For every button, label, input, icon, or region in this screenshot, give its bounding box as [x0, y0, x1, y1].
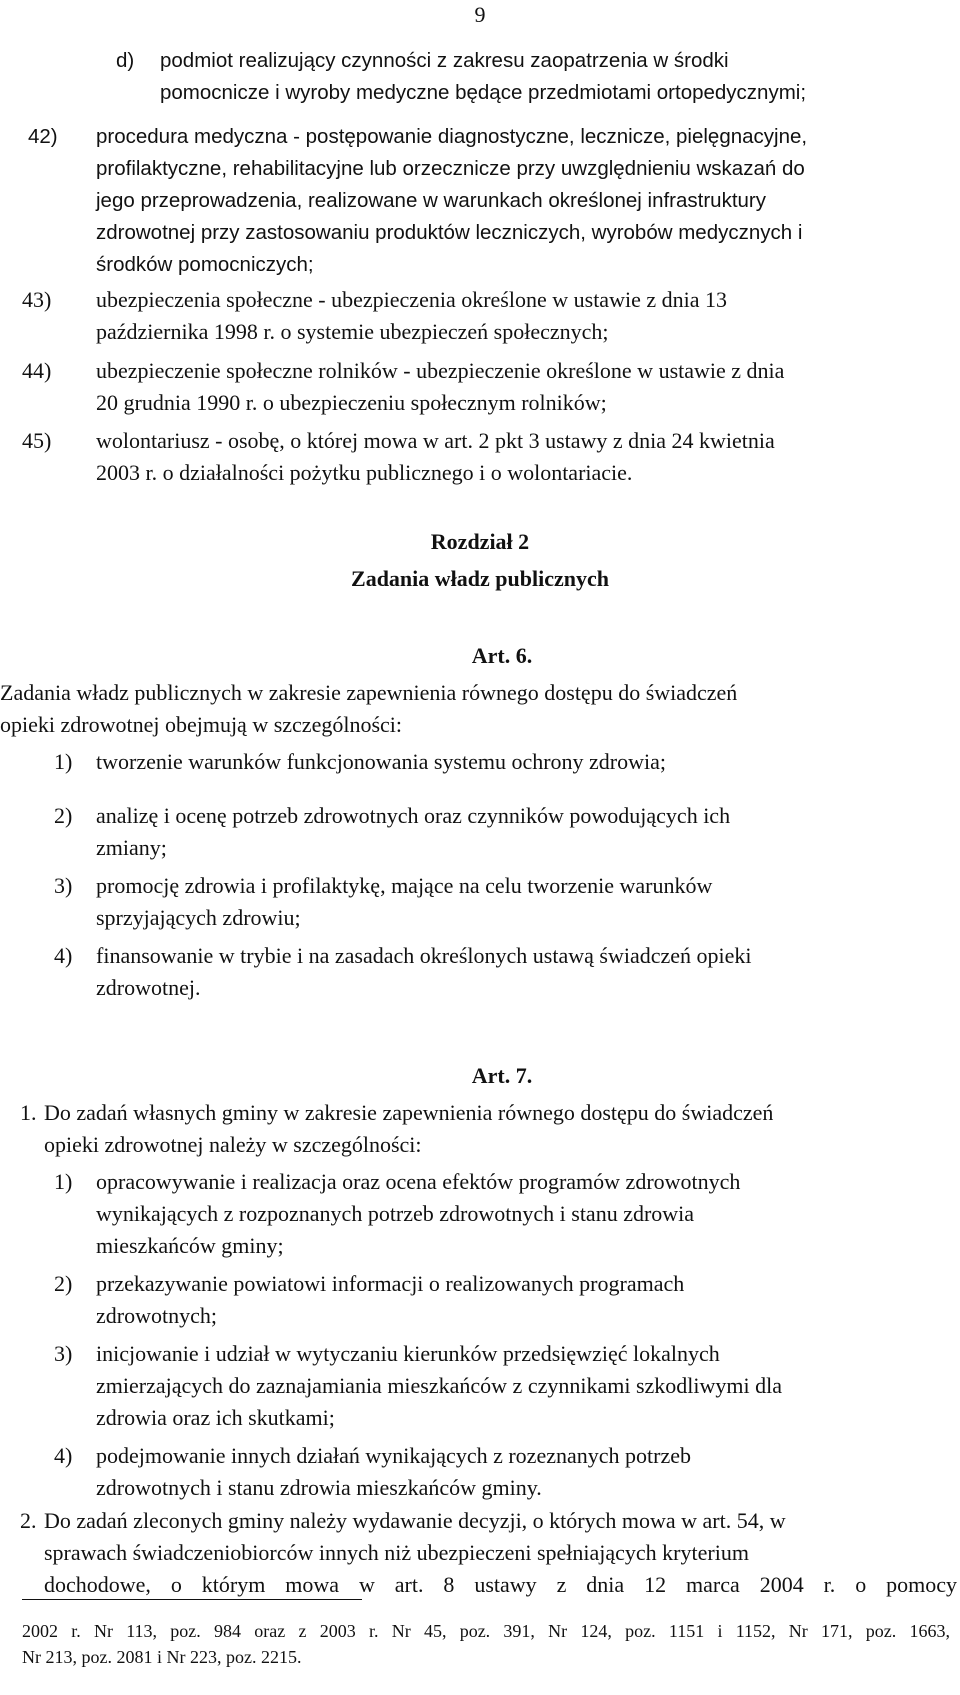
item-number: 3): [54, 1341, 73, 1366]
text-line: zmierzających do zaznajamiania mieszkańców z czynnikami szkodliwymi dla: [96, 1373, 782, 1398]
footnote-separator: [22, 1599, 362, 1600]
item-number: 4): [54, 943, 73, 968]
text-line: finansowanie w trybie i na zasadach określonych ustawą świadczeń opieki: [96, 943, 752, 968]
text-line: jego przeprowadzenia, realizowane w warunkach określonej infrastruktury: [96, 189, 767, 212]
item-number: 44): [22, 358, 52, 383]
item-number: 2): [54, 803, 73, 828]
item-number: 3): [54, 873, 73, 898]
text-line: profilaktyczne, rehabilitacyjne lub orzecznicze przy uwzględnieniu wskazań do: [96, 157, 805, 180]
text-line: wynikających z rozpoznanych potrzeb zdrowotnych i stanu zdrowia: [96, 1201, 695, 1226]
text-line: sprawach świadczeniobiorców innych niż ubezpieczeni spełniających kryterium: [44, 1540, 749, 1565]
item-number: 2): [54, 1271, 73, 1296]
text-line: opieki zdrowotnej obejmują w szczególności:: [0, 712, 402, 737]
text-line: przekazywanie powiatowi informacji o realizowanych programach: [96, 1271, 685, 1296]
text-line: podejmowanie innych działań wynikających z rozeznanych potrzeb: [96, 1443, 691, 1468]
text-line: 20 grudnia 1990 r. o ubezpieczeniu społecznym rolników;: [96, 390, 607, 415]
chapter-label: Rozdział 2: [430, 529, 530, 554]
footnote-line: 2002 r. Nr 113, poz. 984 oraz z 2003 r. Nr 45, poz. 391, Nr 124, poz. 1151 i 1152, Nr 171, poz. 1663,: [22, 1621, 950, 1641]
page-number: 9: [474, 2, 486, 27]
text-line: mieszkańców gminy;: [96, 1233, 284, 1258]
item-number: 43): [22, 287, 52, 312]
text-line: wolontariusz - osobę, o której mowa w art. 2 pkt 3 ustawy z dnia 24 kwietnia: [96, 428, 775, 453]
text-line: podmiot realizujący czynności z zakresu zaopatrzenia w środki: [160, 49, 729, 72]
text-line: zdrowia oraz ich skutkami;: [96, 1405, 335, 1430]
item-number: 4): [54, 1443, 73, 1468]
footnote: [22, 1618, 950, 1670]
item-number: 42): [28, 125, 58, 148]
item-number: 45): [22, 428, 52, 453]
text-line: pomocnicze i wyroby medyczne będące przedmiotami ortopedycznymi;: [160, 81, 807, 104]
paragraph-number: 1.: [20, 1100, 37, 1125]
text-line: tworzenie warunków funkcjonowania systemu ochrony zdrowia;: [96, 749, 667, 774]
paragraph-number: 2.: [20, 1508, 37, 1533]
text-line: opieki zdrowotnej należy w szczególności:: [44, 1132, 422, 1157]
text-line: Do zadań własnych gminy w zakresie zapewnienia równego dostępu do świadczeń: [44, 1100, 774, 1125]
text-line: dochodowe, o którym mowa w art. 8 ustawy z dnia 12 marca 2004 r. o pomocy: [44, 1572, 957, 1597]
item-number: 1): [54, 1169, 73, 1194]
text-line: analizę i ocenę potrzeb zdrowotnych oraz czynników powodujących ich: [96, 803, 731, 828]
text-line: zmiany;: [96, 835, 167, 860]
text-line: zdrowotnej przy zastosowaniu produktów leczniczych, wyrobów medycznych i: [96, 221, 803, 244]
text-line: opracowywanie i realizacja oraz ocena efektów programów zdrowotnych: [96, 1169, 741, 1194]
item-number: d): [116, 49, 135, 72]
chapter-title: Zadania władz publicznych: [351, 566, 609, 591]
text-line: października 1998 r. o systemie ubezpieczeń społecznych;: [96, 319, 609, 344]
text-line: sprzyjających zdrowiu;: [96, 905, 301, 930]
text-line: Do zadań zleconych gminy należy wydawanie decyzji, o których mowa w art. 54, w: [44, 1508, 786, 1533]
article-6-heading: Art. 6.: [471, 643, 533, 668]
text-line: 2003 r. o działalności pożytku publicznego i o wolontariacie.: [96, 460, 633, 485]
article-7-heading: Art. 7.: [471, 1063, 533, 1088]
text-line: Zadania władz publicznych w zakresie zapewnienia równego dostępu do świadczeń: [0, 680, 738, 705]
text-line: zdrowotnych;: [96, 1303, 217, 1328]
text-line: ubezpieczenia społeczne - ubezpieczenia określone w ustawie z dnia 13: [96, 287, 727, 312]
text-line: zdrowotnych i stanu zdrowia mieszkańców gminy.: [96, 1475, 542, 1500]
text-line: promocję zdrowia i profilaktykę, mające na celu tworzenie warunków: [96, 873, 713, 898]
footnote-line: Nr 213, poz. 2081 i Nr 223, poz. 2215.: [22, 1647, 302, 1667]
text-line: ubezpieczenie społeczne rolników - ubezpieczenie określone w ustawie z dnia: [96, 358, 785, 383]
text-line: inicjowanie i udział w wytyczaniu kierunków przedsięwzięć lokalnych: [96, 1341, 720, 1366]
item-number: 1): [54, 749, 73, 774]
text-line: środków pomocniczych;: [96, 253, 314, 276]
article-6-intro: [0, 677, 957, 741]
text-line: procedura medyczna - postępowanie diagnostyczne, lecznicze, pielęgnacyjne,: [96, 125, 808, 148]
text-line: zdrowotnej.: [96, 975, 201, 1000]
